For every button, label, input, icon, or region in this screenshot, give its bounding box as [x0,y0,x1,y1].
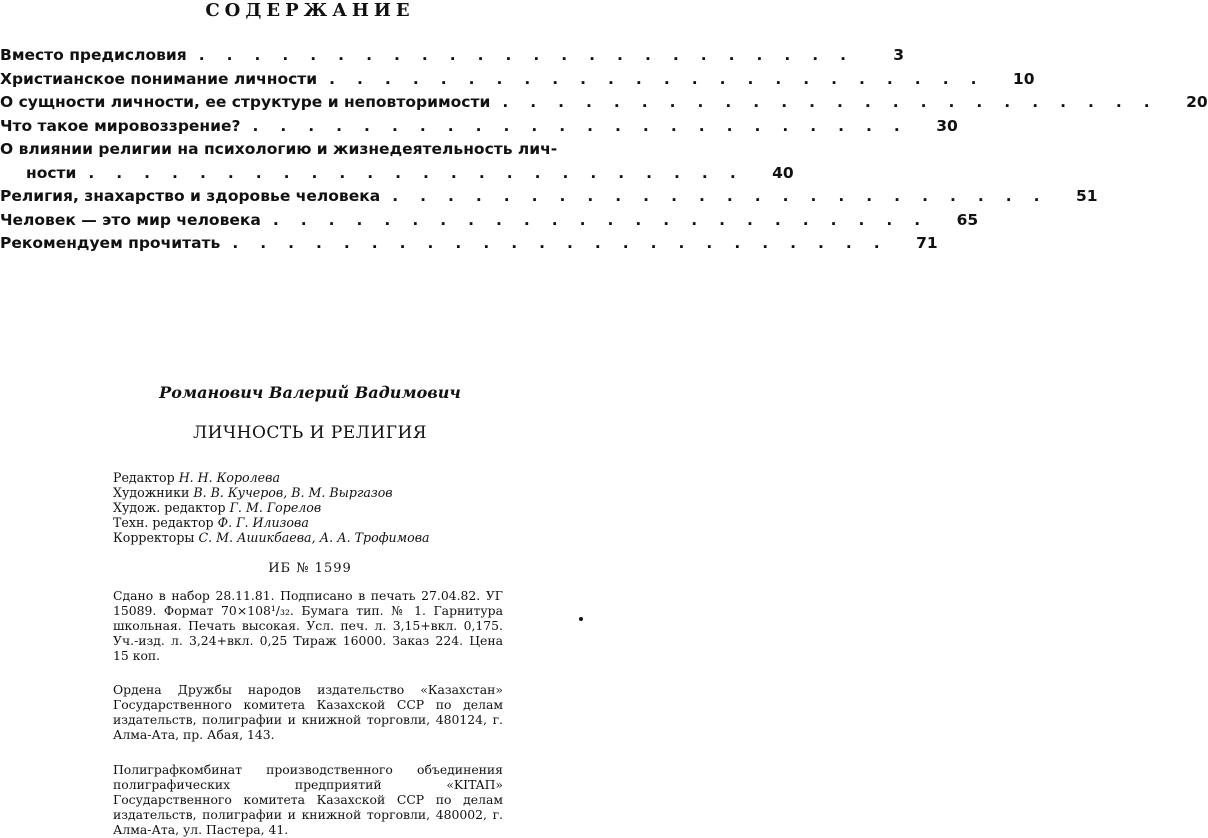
toc-leader-dots: ........................ [329,69,999,88]
credit-name: В. В. Кучеров, В. М. Выргазов [193,485,393,500]
toc-entry[interactable] [0,138,612,162]
toc-leader-dots: ........................ [272,210,943,229]
toc-heading: СОДЕРЖАНИЕ [205,0,415,21]
toc-entry-title: Рекомендуем прочитать [0,234,221,252]
toc-entry-page: 65 [956,210,979,229]
credit-line [113,530,613,545]
toc-entry-title: Человек — это мир человека [0,210,261,229]
toc-entry-title: Религия, знахарство и здоровье человека [0,187,381,205]
toc-entry[interactable] [0,44,905,68]
toc-entry-page: 10 [1012,69,1035,88]
toc-entry-page: 71 [916,234,938,252]
credit-line [113,500,613,515]
credit-name: С. М. Ашикбаева, А. А. Трофимова [198,530,430,545]
credit-role: Техн. редактор [113,515,214,530]
toc-entry[interactable] [0,68,1035,92]
toc-entry-page: 51 [1075,187,1098,205]
credit-role: Художники [113,485,190,500]
toc-entry[interactable] [0,91,1208,115]
author-name: Романович Валерий Вадимович [159,383,461,402]
toc-leader-dots: ........................ [392,187,1062,205]
toc-entry[interactable] [0,115,958,139]
toc-entry[interactable] [0,232,938,256]
toc-entry-title: О влиянии религии на психологию и жизнедеятельность лич- [0,140,558,158]
toc-leader-dots: ........................ [502,93,1172,111]
toc-entry-continuation[interactable] [0,162,794,186]
publisher-info: Ордена Дружбы народов издательство «Казахстан» Государственного комитета Казахской ССР по делам издательств, полиграфии и книжной торговли, 480124, г. Алма-Ата, пр. Абая, 143. [113,682,503,742]
ib-number: ИБ № 1599 [268,561,352,576]
toc-entry[interactable] [0,209,979,233]
toc-entry-title: Христианское понимание личности [0,69,318,88]
credit-name: Н. Н. Королева [178,470,280,485]
toc-entry-page: 3 [893,46,905,64]
toc-leader-dots: ........................ [252,116,922,135]
credit-line [113,470,613,485]
toc-entry-page: 40 [772,163,794,182]
toc-entry-page: 20 [1186,93,1208,111]
toc-entry-title: Что такое мировоззрение? [0,116,241,135]
toc-leader-dots: ........................ [198,46,869,64]
toc-entry-title: О сущности личности, ее структуре и неповторимости [0,93,491,111]
toc-leader-dots: ........................ [88,163,758,182]
credits-list [113,470,613,545]
printer-info: Полиграфкомбинат производственного объединения полиграфических предприятий «KITAП» Государственного комитета Казахской ССР по делам издательств, полиграфии и книжной торговли, 480002, г. Алма-Ата, ул. Пастера, 41. [113,762,503,837]
credit-role: Корректоры [113,530,195,545]
print-details: Сдано в набор 28.11.81. Подписано в печать 27.04.82. УГ 15089. Формат 70×108¹/₃₂. Бумага тип. № 1. Гарнитура школьная. Печать высокая. Усл. печ. л. 3,15+вкл. 0,175. Уч.-изд. л. 3,24+вкл. 0,25 Тираж 16000. Заказ 224. Цена 15 коп. [113,588,503,663]
toc-entry-page: 30 [936,116,958,135]
toc-leader-dots: ........................ [232,234,902,252]
credit-role: Худож. редактор [113,500,226,515]
table-of-contents [0,44,1208,256]
credit-line [113,515,613,530]
credit-line [113,485,613,500]
credit-name: Г. М. Горелов [229,500,322,515]
credit-role: Редактор [113,470,175,485]
toc-entry-title-continuation: ности [26,163,77,182]
credit-name: Ф. Г. Илизова [217,515,309,530]
ink-speck [579,617,583,621]
book-title: ЛИЧНОСТЬ И РЕЛИГИЯ [192,423,428,443]
toc-entry[interactable] [0,185,1098,209]
toc-entry-title: Вместо предисловия [0,46,187,64]
